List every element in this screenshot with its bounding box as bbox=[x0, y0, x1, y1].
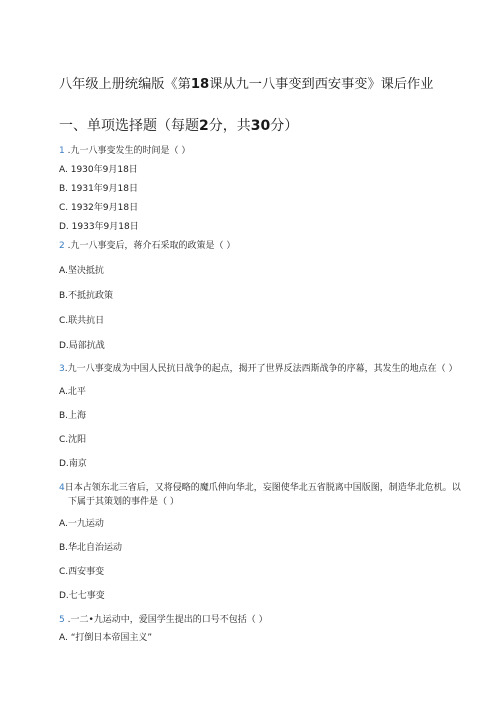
question-3-option-b: B.上海 bbox=[59, 411, 87, 421]
question-3-option-c: C.沈阳 bbox=[59, 435, 87, 445]
question-2-stem: 2 .九一八事变后，蒋介石采取的政策是（ ） bbox=[59, 241, 236, 251]
question-1-stem: 1 .九一八事变发生的时间是（ ） bbox=[59, 146, 191, 156]
question-2-option-a: A.坚决抵抗 bbox=[59, 266, 104, 276]
question-2-option-b: B.不抵抗政策 bbox=[59, 291, 114, 301]
question-1-option-c: C. 1932年9月18日 bbox=[59, 203, 139, 213]
question-1-option-b: B. 1931年9月18日 bbox=[59, 184, 138, 194]
question-1-option-d: D. 1933年9月18日 bbox=[59, 222, 139, 232]
question-3-stem: 3.九一八事变成为中国人民抗日战争的起点，揭开了世界反法西斯战争的序幕，其发生的地点在（ ） bbox=[59, 364, 458, 374]
question-4-option-b: B.华北自治运动 bbox=[59, 543, 123, 553]
question-4-option-d: D.七七事变 bbox=[59, 591, 105, 601]
document-title: 八年级上册统编版《第18课从九一八事变到西安事变》课后作业 bbox=[59, 77, 434, 92]
question-5-stem: 5 .一二•九运动中，爱国学生提出的口号不包括（ ） bbox=[59, 615, 268, 625]
question-4-option-a: A.一九运动 bbox=[59, 519, 104, 529]
question-4-stem-continued: 下属于其策划的事件是（ ） bbox=[68, 497, 179, 507]
question-4-option-c: C.西安事变 bbox=[59, 567, 105, 577]
question-5-option-a: A. “打倒日本帝国主义” bbox=[59, 633, 153, 643]
section-heading: 一、单项选择题（每题2分，共30分） bbox=[59, 118, 299, 134]
question-2-option-c: C.联共抗日 bbox=[59, 316, 105, 326]
question-2-option-d: D.局部抗战 bbox=[59, 341, 105, 351]
question-1-option-a: A. 1930年9月18日 bbox=[59, 165, 138, 175]
question-4-stem: 4日本占领东北三省后，又将侵略的魔爪伸向华北，妄图使华北五省脱离中国版图，制造华北危机。以 bbox=[59, 483, 461, 493]
question-3-option-d: D.南京 bbox=[59, 459, 87, 469]
question-3-option-a: A.北平 bbox=[59, 387, 86, 397]
